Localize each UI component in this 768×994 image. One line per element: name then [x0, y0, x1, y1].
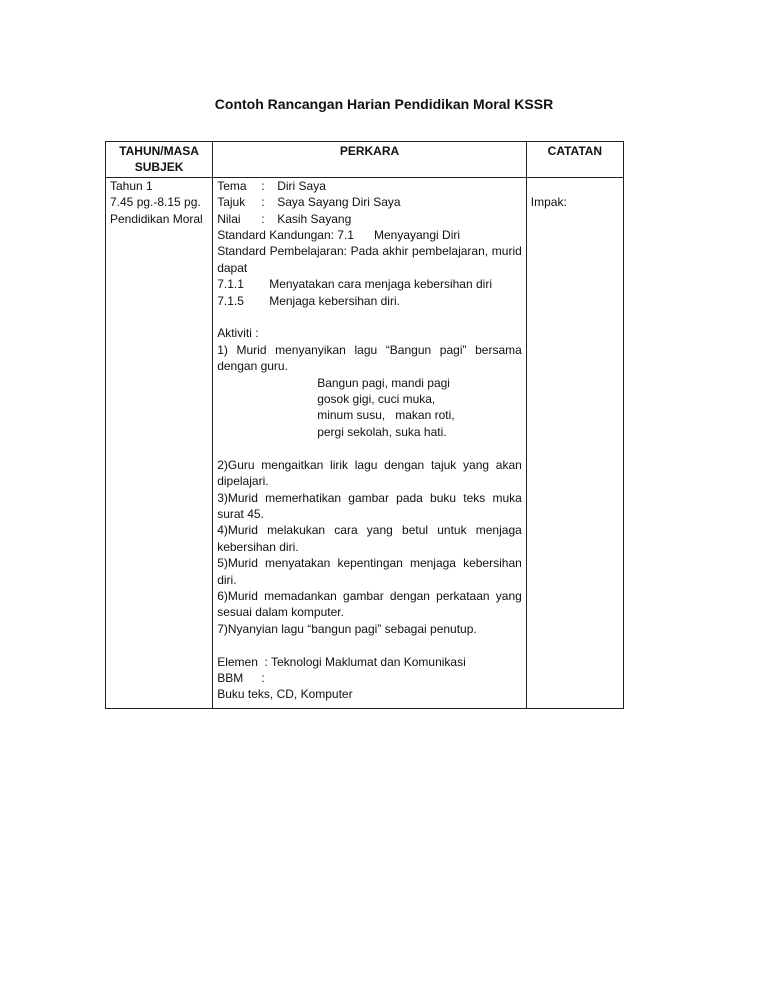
- cell-tahun-masa-subjek: [106, 177, 213, 708]
- header-perkara: PERKARA: [213, 142, 527, 178]
- subjek-text: Pendidikan Moral: [110, 211, 203, 226]
- spacer: [217, 309, 522, 325]
- tajuk-label: Tajuk: [217, 195, 246, 210]
- activity-item: 4)Murid melakukan cara yang betul untuk menjaga kebersihan diri.: [217, 523, 522, 554]
- bbm-line: [217, 670, 522, 686]
- nilai-separator: :: [261, 211, 265, 226]
- nilai-label: Nilai: [217, 211, 241, 226]
- activity-item: 5)Murid menyatakan kepentingan menjaga kebersihan diri.: [217, 556, 522, 587]
- bbm-separator: :: [261, 670, 265, 685]
- aktiviti-heading: Aktiviti :: [217, 326, 259, 341]
- activity-item: 7)Nyanyian lagu “bangun pagi” sebagai penutup.: [217, 621, 477, 636]
- objective-text: Menjaga kebersihan diri.: [269, 293, 400, 308]
- table-row: [106, 177, 624, 708]
- standard-kandungan: Standard Kandungan: 7.1 Menyayangi Diri: [217, 228, 461, 243]
- header-catatan: CATATAN: [526, 142, 623, 178]
- tajuk-line: [217, 194, 522, 210]
- tajuk-value: Saya Sayang Diri Saya: [277, 195, 401, 210]
- tema-line: [217, 178, 522, 194]
- page-title: Contoh Rancangan Harian Pendidikan Moral KSSR: [214, 96, 554, 112]
- nilai-value: Kasih Sayang: [277, 211, 352, 226]
- masa-text: 7.45 pg.-8.15 pg.: [110, 195, 201, 210]
- tema-label: Tema: [217, 178, 247, 193]
- song-line: minum susu, makan roti,: [317, 408, 455, 423]
- activity-item: 1) Murid menyanyikan lagu “Bangun pagi” bersama dengan guru.: [217, 342, 522, 374]
- spacer: [217, 440, 522, 456]
- tema-value: Diri Saya: [277, 178, 326, 193]
- activity-item: 6)Murid memadankan gambar dengan perkataan yang sesuai dalam komputer.: [217, 588, 522, 620]
- activity-item: 2)Guru mengaitkan lirik lagu dengan tajuk yang akan dipelajari.: [217, 457, 522, 489]
- objective-code: 7.1.5: [217, 293, 244, 308]
- cell-catatan: [526, 177, 623, 708]
- cell-perkara: [213, 177, 527, 708]
- objective-item: [217, 276, 522, 292]
- table-header-row: [106, 142, 624, 178]
- song-line: Bangun pagi, mandi pagi: [317, 375, 450, 390]
- lesson-plan-table: [105, 141, 624, 709]
- elemen-line: Elemen : Teknologi Maklumat dan Komunikasi: [217, 654, 466, 669]
- objective-item: [217, 293, 522, 309]
- objective-text: Menyatakan cara menjaga kebersihan diri: [269, 277, 492, 292]
- song-line: pergi sekolah, suka hati.: [317, 424, 447, 439]
- nilai-line: [217, 211, 522, 227]
- tema-separator: :: [261, 178, 265, 193]
- tajuk-separator: :: [261, 195, 265, 210]
- standard-pembelajaran: Standard Pembelajaran: Pada akhir pembelajaran, murid dapat: [217, 244, 522, 275]
- spacer: [217, 637, 522, 653]
- bbm-label: BBM: [217, 670, 244, 685]
- objective-code: 7.1.1: [217, 277, 244, 292]
- catatan-impak: Impak:: [530, 195, 567, 210]
- activity-item: 3)Murid memerhatikan gambar pada buku teks muka surat 45.: [217, 490, 522, 521]
- tahun-text: Tahun 1: [110, 178, 153, 193]
- header-tahun-masa-subjek: TAHUN/MASA SUBJEK: [106, 142, 213, 178]
- bbm-items: Buku teks, CD, Komputer: [217, 687, 353, 702]
- song-line: gosok gigi, cuci muka,: [317, 392, 436, 407]
